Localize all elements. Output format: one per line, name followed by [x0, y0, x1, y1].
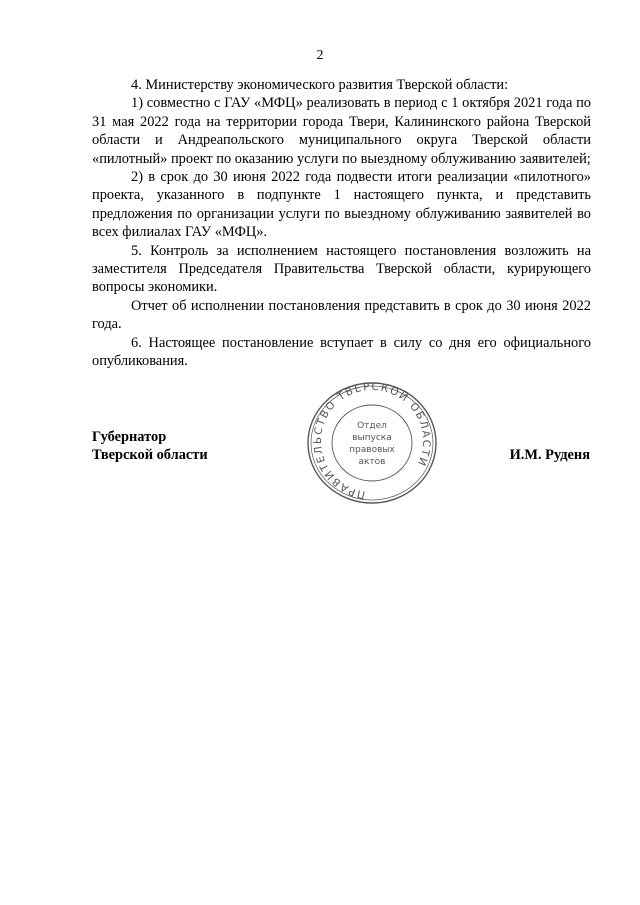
paragraph-item-6: 6. Настоящее постановление вступает в силу со дня его официального опубликования. — [92, 334, 591, 370]
paragraph-subitem-1: 1) совместно с ГАУ «МФЦ» реализовать в период с 1 октября 2021 года по 31 мая 2022 года на территории города Твери, Калининского района Тверской области и Андреапольского муниципального округа Тверской области «пилотный» проект по оказанию услуги по выездному облуживанию заявителей; — [92, 95, 591, 167]
paragraph-subitem-2: 2) в срок до 30 июня 2022 года подвести итоги реализации «пилотного» проекта, указанного в подпункте 1 настоящего пункта, и представить предложения по организации услуги по выездному облуживанию заявителей во всех филиалах ГАУ «МФЦ». — [92, 169, 591, 241]
stamp-center-line1: Отдел — [357, 421, 387, 431]
stamp-center-line4: актов — [358, 457, 386, 467]
page-number: 2 — [316, 48, 324, 63]
paragraph-report: Отчет об исполнении постановления представить в срок до 30 июня 2022 года. — [92, 297, 591, 333]
signatory-position — [92, 428, 208, 464]
signatory-position-line1: Губернатор — [92, 429, 167, 445]
stamp-seal-icon — [304, 380, 440, 506]
stamp-center-line2: выпуска — [352, 433, 392, 443]
official-stamp — [304, 380, 440, 506]
document-body — [92, 76, 591, 371]
paragraph-item-5: 5. Контроль за исполнением настоящего постановления возложить на заместителя Председателя Правительства Тверской области, курирующего вопросы экономики. — [92, 242, 591, 296]
stamp-ring-text: ПРАВИТЕЛЬСТВО ТВЕРСКОЙ ОБЛАСТИ — [311, 380, 433, 501]
paragraph-item-4: 4. Министерству экономического развития Тверской области: — [131, 77, 509, 93]
signatory-name: И.М. Руденя — [509, 447, 590, 463]
signatory-position-line2: Тверской области — [92, 447, 208, 463]
stamp-center-line3: правовых — [349, 445, 395, 455]
